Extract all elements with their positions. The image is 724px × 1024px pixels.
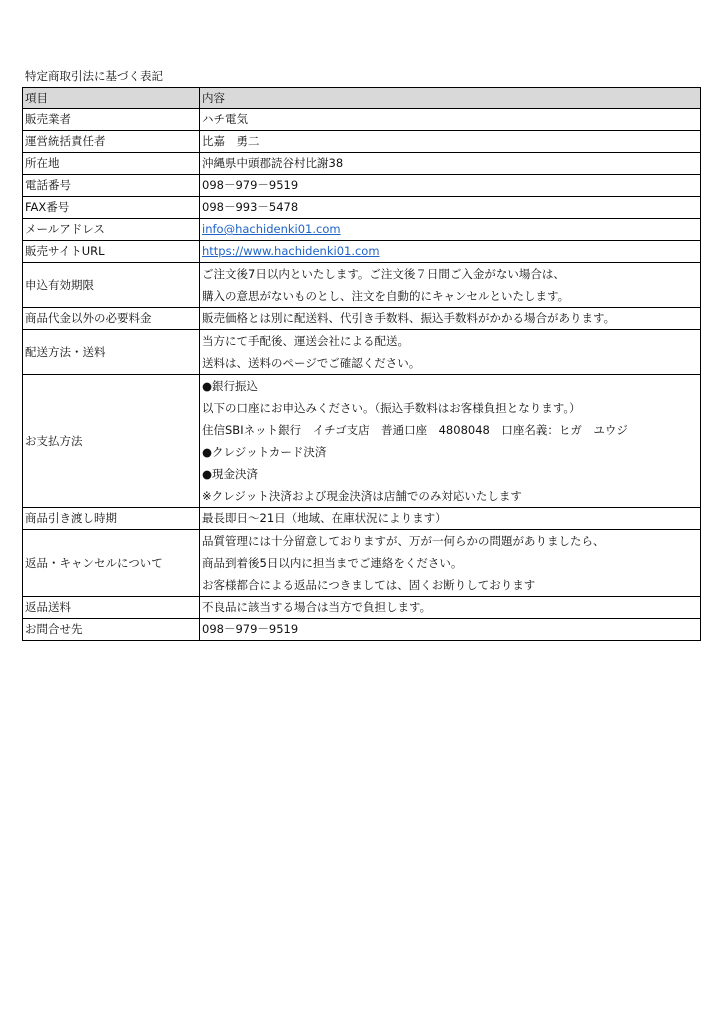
- row-phone: [23, 175, 701, 197]
- row-site-url: [23, 241, 701, 263]
- row-value: [200, 375, 701, 508]
- row-label: 返品・キャンセルについて: [23, 530, 200, 597]
- row-value: 最長即日～21日（地域、在庫状況によります）: [200, 508, 701, 530]
- row-fax: [23, 197, 701, 219]
- row-value-line: ●クレジットカード決済: [202, 445, 327, 459]
- page-title: 特定商取引法に基づく表記: [25, 69, 163, 83]
- row-value: [200, 330, 701, 375]
- row-value: 販売価格とは別に配送料、代引き手数料、振込手数料がかかる場合があります。: [200, 308, 701, 330]
- row-order-validity: [23, 263, 701, 308]
- row-label: 商品代金以外の必要料金: [23, 308, 200, 330]
- row-value-line: お客様都合による返品につきましては、固くお断りしております: [202, 578, 536, 592]
- row-value-line: 商品到着後5日以内に担当までご連絡をください。: [202, 556, 463, 570]
- row-shipping: [23, 330, 701, 375]
- row-label: 運営統括責任者: [23, 131, 200, 153]
- row-label: 販売業者: [23, 109, 200, 131]
- row-value: 098－979－9519: [200, 175, 701, 197]
- row-value-line: 住信SBIネット銀行 イチゴ支店 普通口座 4808048 口座名義：ヒガ ユウジ: [202, 423, 628, 437]
- row-value: ハチ電気: [200, 109, 701, 131]
- row-value: [200, 263, 701, 308]
- row-label: お問合せ先: [23, 619, 200, 641]
- row-value: 沖縄県中頭郡読谷村比謝38: [200, 153, 701, 175]
- row-value: 098－979－9519: [200, 619, 701, 641]
- row-value-line: ●現金決済: [202, 467, 259, 481]
- row-label: 配送方法・送料: [23, 330, 200, 375]
- row-value-line: ●銀行振込: [202, 379, 259, 393]
- email-link[interactable]: info@hachidenki01.com: [202, 222, 341, 236]
- row-label: 商品引き渡し時期: [23, 508, 200, 530]
- table-header-row: [23, 88, 701, 109]
- row-extra-fees: [23, 308, 701, 330]
- row-label: 所在地: [23, 153, 200, 175]
- row-email: [23, 219, 701, 241]
- row-value-line: ご注文後7日以内といたします。ご注文後７日間ご入金がない場合は、: [202, 267, 565, 281]
- row-value: [200, 219, 701, 241]
- row-value-line: 購入の意思がないものとし、注文を自動的にキャンセルといたします。: [202, 289, 570, 303]
- row-address: [23, 153, 701, 175]
- row-label: 申込有効期限: [23, 263, 200, 308]
- row-value-line: 以下の口座にお申込みください。（振込手数料はお客様負担となります。）: [202, 401, 581, 415]
- site-url-link[interactable]: https://www.hachidenki01.com: [202, 244, 380, 258]
- row-value: 不良品に該当する場合は当方で負担します。: [200, 597, 701, 619]
- header-value: 内容: [200, 88, 701, 109]
- legal-notice-table: [22, 87, 701, 641]
- header-label: 項目: [23, 88, 200, 109]
- row-label: FAX番号: [23, 197, 200, 219]
- row-delivery-time: [23, 508, 701, 530]
- row-value: [200, 241, 701, 263]
- row-seller: [23, 109, 701, 131]
- row-label: お支払方法: [23, 375, 200, 508]
- row-label: 電話番号: [23, 175, 200, 197]
- row-manager: [23, 131, 701, 153]
- row-value: 098－993－5478: [200, 197, 701, 219]
- row-value: [200, 530, 701, 597]
- row-value-line: 当方にて手配後、運送会社による配送。: [202, 334, 409, 348]
- row-returns: [23, 530, 701, 597]
- row-contact: [23, 619, 701, 641]
- row-label: 販売サイトURL: [23, 241, 200, 263]
- row-payment: [23, 375, 701, 508]
- row-label: 返品送料: [23, 597, 200, 619]
- row-label: メールアドレス: [23, 219, 200, 241]
- row-value: 比嘉 勇二: [200, 131, 701, 153]
- row-return-shipping: [23, 597, 701, 619]
- row-value-line: ※クレジット決済および現金決済は店舗でのみ対応いたします: [202, 489, 522, 503]
- row-value-line: 品質管理には十分留意しておりますが、万が一何らかの問題がありましたら、: [202, 534, 605, 548]
- row-value-line: 送料は、送料のページでご確認ください。: [202, 356, 421, 370]
